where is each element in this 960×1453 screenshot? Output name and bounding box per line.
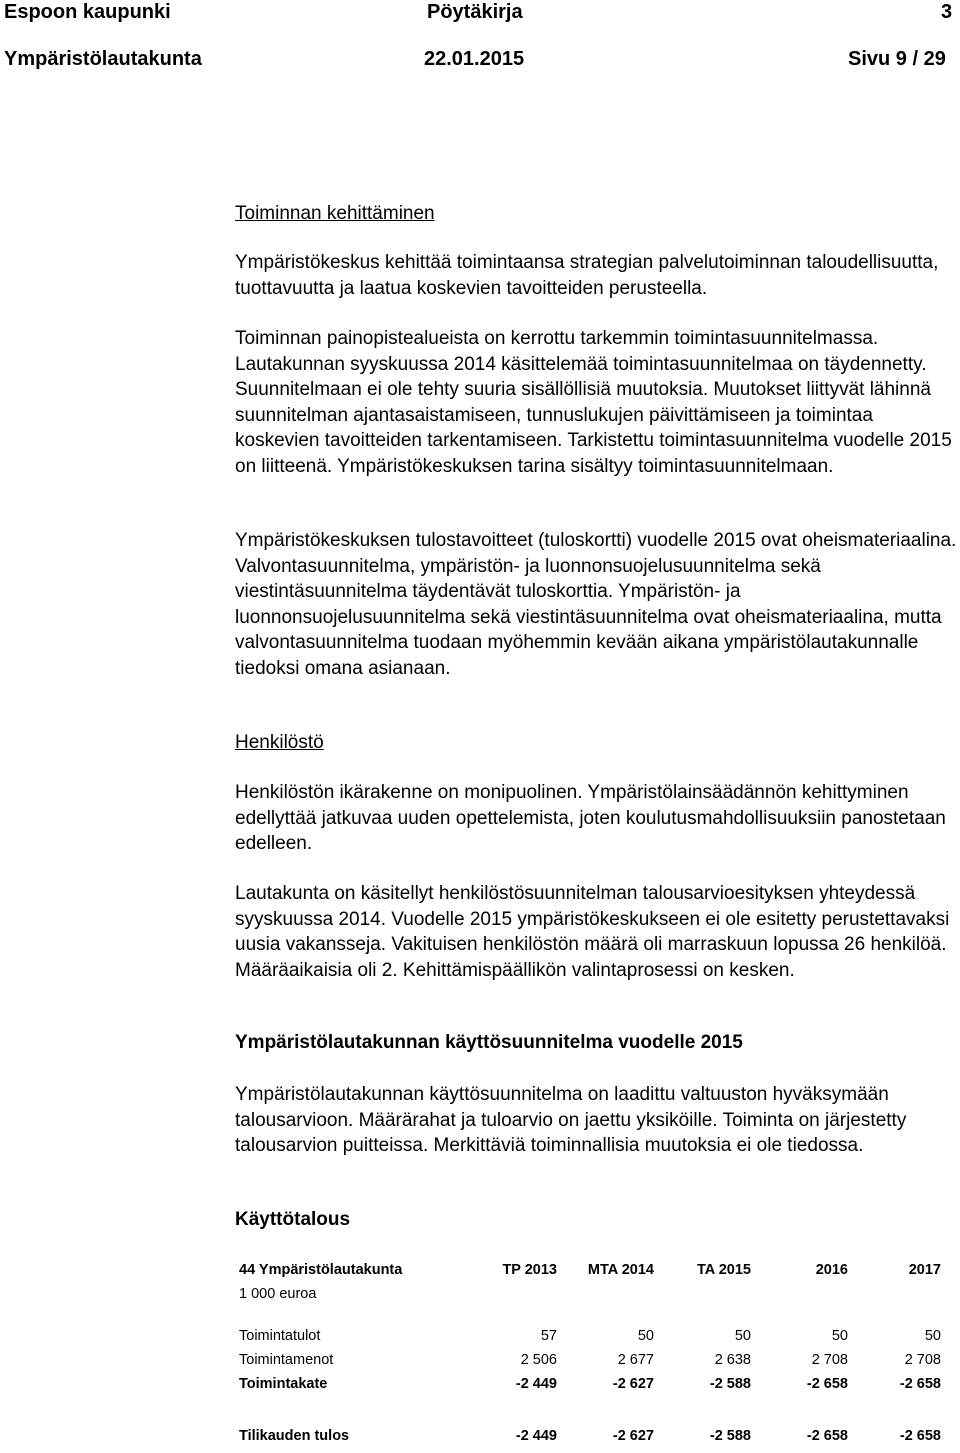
cell-value: 50	[831, 1328, 848, 1344]
row-label: Toimintakate	[239, 1376, 328, 1392]
cell-value: 2 506	[520, 1352, 557, 1368]
paragraph-development-3: Ympäristökeskuksen tulostavoitteet (tuloskortti) vuodelle 2015 ovat oheismateriaalina. Valvontasuunnitelma, ympäristön- ja luonnonsuojelusuunnitelma sekä viestintäsuunnitelma täydentävät tuloskorttia. Ympäristön- ja luonnonsuojelusuunnitelma sekä viestintäsuunnitelma ovat oheismateriaalina, mutta valvontasuunnitelma tuodaan myöhemmin kevään aikana ympäristölautakunnalle tiedoksi omana asianaan.	[235, 530, 957, 679]
cell-value: -2 658	[806, 1428, 848, 1444]
cell-value: 2 708	[811, 1352, 848, 1368]
operating-economy-table	[235, 1258, 945, 1448]
table-unit-name: 44 Ympäristölautakunta	[239, 1262, 403, 1278]
page-number: Sivu 9 / 29	[848, 48, 946, 70]
item-number: 3	[941, 1, 953, 23]
cell-value: -2 449	[515, 1376, 557, 1392]
table-row	[235, 1348, 945, 1372]
section-title-operating-economy: Käyttötalous	[235, 1209, 351, 1230]
column-header: 2016	[815, 1262, 848, 1278]
cell-value: -2 588	[709, 1376, 751, 1392]
column-header: TA 2015	[697, 1262, 751, 1278]
city-name: Espoon kaupunki	[4, 1, 171, 23]
cell-value: 2 677	[617, 1352, 654, 1368]
cell-value: -2 658	[899, 1376, 941, 1392]
cell-value: 50	[924, 1328, 941, 1344]
paragraph-development-2: Toiminnan painopistealueista on kerrottu tarkemmin toimintasuunnitelmassa. Lautakunnan syyskuussa 2014 käsittelemää toimintasuunnitelmaa on täydennetty. Suunnitelmaan ei ole tehty suuria sisällöllisiä muutoksia. Muutokset liittyvät lähinnä suunnitelman ajantasaistamiseen, tunnuslukujen päivittämiseen ja toimintaa koskevien tavoitteiden tarkentamiseen. Tarkistettu toimintasuunnitelma vuodelle 2015 on liitteenä. Ympäristökeskuksen tarina sisältyy toimintasuunnitelmaan.	[235, 328, 952, 477]
paragraph-development-1: Ympäristökeskus kehittää toimintaansa strategian palvelutoiminnan taloudellisuutta, tuottavuutta ja laatua koskevien tavoitteiden perusteella.	[235, 252, 939, 299]
row-label: Tilikauden tulos	[239, 1428, 350, 1444]
row-label: Toimintatulot	[239, 1328, 321, 1344]
section-title-development: Toiminnan kehittäminen	[235, 203, 435, 224]
table-row	[235, 1324, 945, 1348]
cell-value: -2 627	[612, 1428, 654, 1444]
cell-value: 2 638	[714, 1352, 751, 1368]
paragraph-personnel-2: Lautakunta on käsitellyt henkilöstösuunnitelman talousarvioesityksen yhteydessä syyskuussa 2014. Vuodelle 2015 ympäristökeskukseen ei ole esitetty perustettavaksi uusia vakansseja. Vakituisen henkilöstön määrä oli marraskuun lopussa 26 henkilöä. Määräaikaisia oli 2. Kehittämispäällikön valintaprosessi on kesken.	[235, 883, 950, 981]
cell-value: -2 658	[899, 1428, 941, 1444]
cell-value: -2 627	[612, 1376, 654, 1392]
cell-value: -2 658	[806, 1376, 848, 1392]
paragraph-operating-plan: Ympäristölautakunnan käyttösuunnitelma on laadittu valtuuston hyväksymään talousarvioon. Määrärahat ja tuloarvio on jaettu yksiköille. Toiminta on järjestetty talousarvion puitteissa. Merkittäviä toiminnallisia muutoksia ei ole tiedossa.	[235, 1084, 907, 1156]
table-row	[235, 1424, 945, 1448]
column-header: TP 2013	[502, 1262, 557, 1278]
cell-value: 50	[734, 1328, 751, 1344]
cell-value: 50	[637, 1328, 654, 1344]
cell-value: -2 449	[515, 1428, 557, 1444]
table-header-row	[235, 1258, 945, 1282]
meeting-date: 22.01.2015	[424, 48, 525, 70]
cell-value: 2 708	[904, 1352, 941, 1368]
column-header: 2017	[908, 1262, 941, 1278]
cell-value: -2 588	[709, 1428, 751, 1444]
document-type: Pöytäkirja	[427, 1, 523, 23]
row-label: Toimintamenot	[239, 1352, 334, 1368]
section-title-personnel: Henkilöstö	[235, 732, 324, 753]
section-title-operating-plan: Ympäristölautakunnan käyttösuunnitelma vuodelle 2015	[235, 1032, 743, 1053]
table-unit-note-row	[235, 1282, 945, 1306]
cell-value: 57	[540, 1328, 557, 1344]
table-row	[235, 1372, 945, 1396]
board-name: Ympäristölautakunta	[4, 48, 202, 70]
table-unit-note: 1 000 euroa	[239, 1286, 317, 1302]
paragraph-personnel-1: Henkilöstön ikärakenne on monipuolinen. Ympäristölainsäädännön kehittyminen edellyttää jatkuvaa uuden opettelemista, joten koulutusmahdollisuuksiin panostetaan edelleen.	[235, 782, 946, 854]
column-header: MTA 2014	[587, 1262, 654, 1278]
